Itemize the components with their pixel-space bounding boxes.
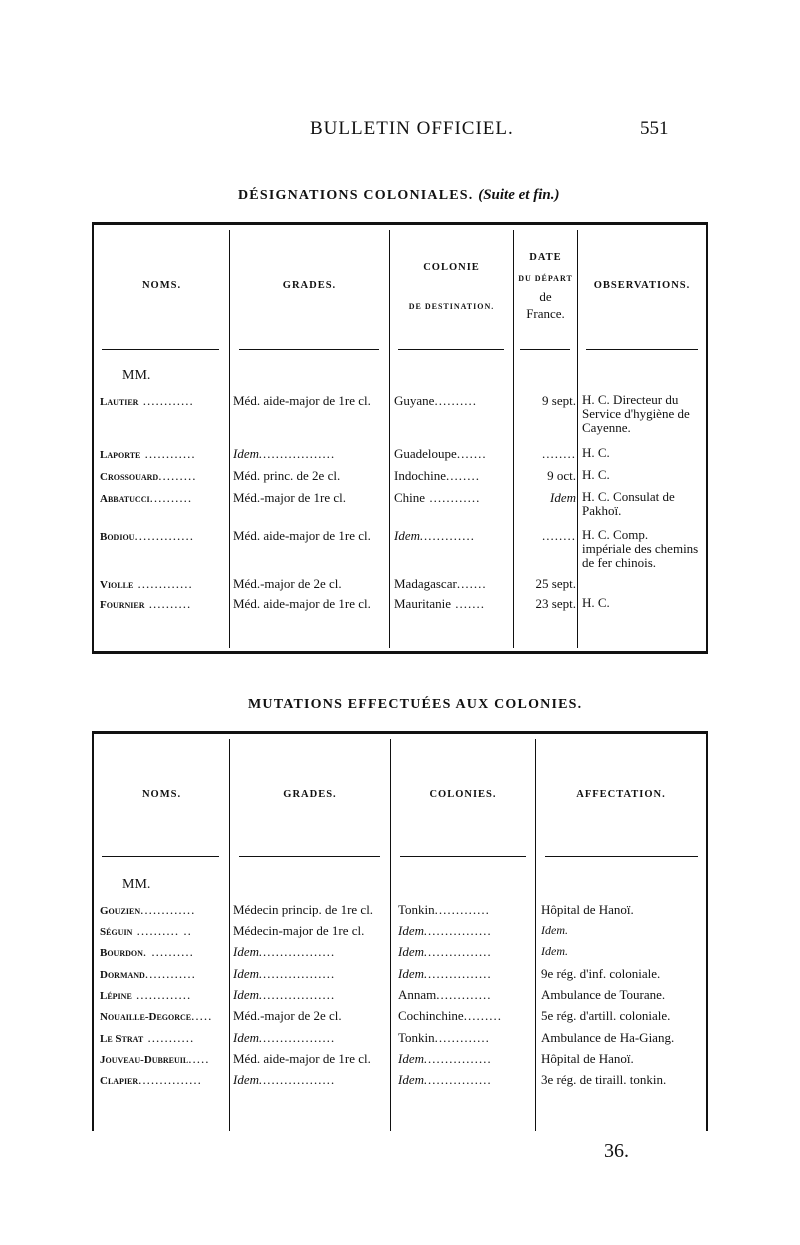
row-name: Crossouard: [100, 471, 159, 483]
row-grade: Méd. aide-major de 1re cl.: [233, 528, 371, 543]
row-name: Jouveau-Dubreuil: [100, 1054, 189, 1066]
row-name: Bodiou: [100, 531, 135, 543]
row-name: Dormand: [100, 969, 145, 981]
table1-bottom-rule: [92, 651, 708, 654]
row-name: Laporte: [100, 449, 141, 461]
table2: NOMS. GRADES. COLONIES. AFFECTATION. MM. Gouzien............. Médecin princip. de 1re cl. Tonkin............. Hôpital de Hanoï. Séguin .......... .. Médecin-major de 1re cl. Idem................ Idem. Bourdon. .......... Idem.................. Idem................ Idem. Dormand............ Idem.................. Idem................ 9e rég. d'inf. coloniale. Lépine ............. Idem.................. Annam............. Ambulance de Tourane. Nouaille-Degorce..... Méd.-major de 2e cl. Cochinchine......... 5e rég. d'artill. coloniale. Le Strat ........... Idem.................. Tonkin............. Ambulance de Ha-Giang. Jouveau-Dubreuil..... Méd. aide-major de 1re cl. Idem................ Hôpital de Hanoï. Clapier............... Idem.................. Idem................ 3e rég. de tiraill. tonkin.: [92, 731, 708, 1131]
row-grade: Idem: [233, 1030, 259, 1045]
table1: NOMS. GRADES. COLONIE DE DESTINATION. DATE DU DÉPART de France. OBSERVATIONS. MM. Lautier ............ Méd. aide-major de 1re cl. Guyane.......... 9 sept. H. C. Directeur du Service d'hygiène de Cayenne. Laporte ............ Idem.................. Guadeloupe....... ........ H. C. Crossouard......... Méd. princ. de 2e cl. Indochine........ 9 oct. H. C. Abbatucci.......... Méd.-major de 1re cl. Chine ............ Idem H. C. Consulat de Pakhoï. Bodiou.............. Méd. aide-major de 1re cl. Idem............. ........ H. C. Comp. impériale des chemins de fer chinois. Violle ............. Méd.-major de 2e cl. Madagascar....... 25 sept. Fournier .......... Méd. aide-major de 1re cl. Mauritanie ....... 23 sept. H. C.: [92, 222, 708, 654]
row-grade: Méd.-major de 1re cl.: [233, 490, 346, 505]
mm-label: MM.: [122, 368, 151, 383]
col-date-header-de: de: [539, 289, 552, 304]
table2-right-rule: [706, 731, 708, 1131]
row-colonie: Idem: [398, 923, 424, 938]
row-grade: Méd. princ. de 2e cl.: [233, 468, 341, 483]
row-observations: H. C.: [582, 445, 610, 460]
row-colonie: Tonkin: [398, 902, 435, 917]
row-name: Clapier: [100, 1075, 139, 1087]
table1-title-suffix: (Suite et fin.): [478, 187, 560, 203]
row-date: 9 oct.: [547, 468, 576, 483]
signature-mark: 36.: [604, 1140, 629, 1162]
table2-title: MUTATIONS EFFECTUÉES AUX COLONIES.: [248, 697, 583, 712]
row-colonie: Indochine: [394, 468, 446, 483]
table1-col-divider: [577, 230, 578, 648]
row-date: 25 sept.: [535, 576, 576, 591]
row-observations: H. C.: [582, 467, 610, 482]
row-grade: Méd. aide-major de 1re cl.: [233, 1051, 371, 1066]
row-colonie: Annam: [398, 987, 437, 1002]
table2-head-rule: [400, 856, 526, 857]
row-name: Abbatucci: [100, 493, 150, 505]
row-date: Idem: [550, 490, 576, 505]
row-grade: Médecin princip. de 1re cl.: [233, 902, 374, 917]
table2-head-rule: [545, 856, 698, 857]
row-colonie: Guyane: [394, 393, 435, 408]
table1-title: [238, 187, 559, 204]
row-colonie: Idem: [398, 1072, 424, 1087]
table1-col-divider: [229, 230, 230, 648]
row-name: Fournier: [100, 599, 145, 611]
row-affectation: Idem.: [541, 923, 568, 937]
col-noms-header: NOMS.: [141, 789, 182, 800]
page-number: 551: [640, 118, 669, 139]
row-colonie: Mauritanie: [394, 596, 452, 611]
row-name: Gouzien: [100, 905, 141, 917]
row-observations: H. C. Comp. impériale des chemins de fer chinois.: [582, 527, 699, 570]
row-date: 9 sept.: [542, 393, 576, 408]
row-affectation: Ambulance de Ha-Giang.: [541, 1030, 675, 1045]
row-observations: H. C. Consulat de Pakhoï.: [582, 489, 675, 518]
row-name: Lépine: [100, 990, 132, 1002]
table1-right-rule: [706, 222, 708, 654]
row-name: Violle: [100, 579, 134, 591]
row-colonie: Idem: [398, 1051, 424, 1066]
row-affectation: 3e rég. de tiraill. tonkin.: [541, 1072, 667, 1087]
row-observations: H. C. Directeur du Service d'hygiène de Cayenne.: [582, 392, 690, 435]
row-grade: Idem: [233, 1072, 259, 1087]
table1-head-rule: [239, 349, 379, 350]
row-grade: Méd.-major de 2e cl.: [233, 576, 342, 591]
row-name: Séguin: [100, 926, 133, 938]
col-grades-header: GRADES.: [283, 789, 337, 800]
row-grade: Médecin-major de 1re cl.: [233, 923, 365, 938]
row-colonie: Idem: [398, 944, 424, 959]
table1-top-rule: [92, 222, 708, 225]
col-affectation-header: AFFECTATION.: [576, 789, 666, 800]
row-grade: Idem: [233, 966, 259, 981]
row-grade: Idem: [233, 446, 259, 461]
row-name: Bourdon: [100, 947, 143, 959]
row-colonie: Madagascar: [394, 576, 457, 591]
row-observations: H. C.: [582, 595, 610, 610]
table1-head-rule: [102, 349, 219, 350]
col-grades-header: GRADES.: [282, 280, 337, 291]
row-affectation: 5e rég. d'artill. coloniale.: [541, 1008, 671, 1023]
row-grade: Méd.-major de 2e cl.: [233, 1008, 342, 1023]
row-affectation: Hôpital de Hanoï.: [541, 1051, 634, 1066]
row-colonie: Idem: [394, 528, 420, 543]
col-noms-header: NOMS.: [141, 280, 182, 291]
table1-head-rule: [586, 349, 698, 350]
running-header-title: BULLETIN OFFICIEL.: [310, 118, 514, 139]
row-colonie: Guadeloupe: [394, 446, 457, 461]
row-colonie: Chine: [394, 490, 426, 505]
row-grade: Idem: [233, 944, 259, 959]
row-affectation: Ambulance de Tourane.: [541, 987, 666, 1002]
col-colonie-header-sub: DE DESTINATION.: [408, 302, 495, 311]
mm-label: MM.: [122, 877, 151, 892]
col-date-header-france: France.: [526, 306, 565, 321]
table1-head-rule: [520, 349, 570, 350]
row-grade: Méd. aide-major de 1re cl.: [233, 596, 371, 611]
table1-col-divider: [389, 230, 390, 648]
col-colonie-header: COLONIE: [423, 262, 480, 273]
col-date-header-sub: DU DÉPART: [518, 274, 573, 283]
col-observations-header: OBSERVATIONS.: [593, 280, 691, 291]
row-affectation: Idem.: [541, 944, 568, 958]
row-date: 23 sept.: [535, 596, 576, 611]
row-name: Le Strat: [100, 1033, 144, 1045]
row-name: Lautier: [100, 396, 139, 408]
table1-title-main: DÉSIGNATIONS COLONIALES.: [238, 188, 474, 203]
row-colonie: Idem: [398, 966, 424, 981]
table1-head-rule: [398, 349, 504, 350]
row-name: Nouaille-Degorce: [100, 1011, 192, 1023]
table2-head-rule: [102, 856, 219, 857]
row-grade: Méd. aide-major de 1re cl.: [233, 393, 371, 408]
row-colonie: Cochinchine: [398, 1008, 464, 1023]
row-affectation: 9e rég. d'inf. coloniale.: [541, 966, 661, 981]
table2-top-rule: [92, 731, 708, 734]
row-grade: Idem: [233, 987, 259, 1002]
table2-head-rule: [239, 856, 380, 857]
col-date-header: DATE: [529, 252, 562, 263]
col-colonies-header: COLONIES.: [429, 789, 497, 800]
row-colonie: Tonkin: [398, 1030, 435, 1045]
row-affectation: Hôpital de Hanoï.: [541, 902, 634, 917]
